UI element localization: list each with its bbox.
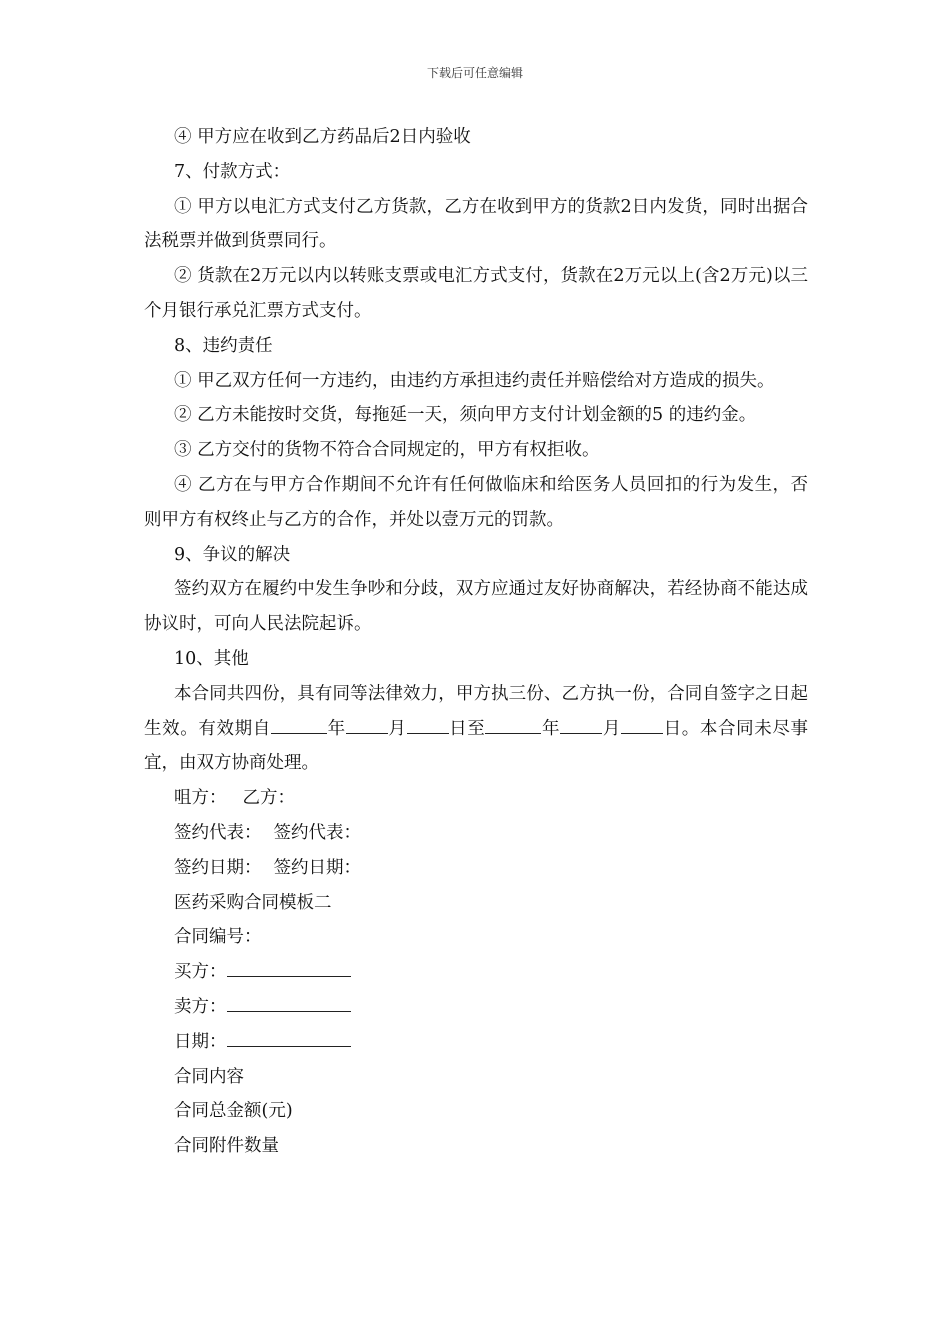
- contract-total-label: 合同总金额(元): [174, 1101, 293, 1122]
- seller-line: [144, 990, 808, 1025]
- signature-parties: [144, 781, 808, 816]
- contract-number-label: 合同编号：: [174, 927, 262, 948]
- other-clause-text: 本合同共四份，具有同等法律效力，甲方执三份、乙方执一份，合同自签字之日起生效。有效期自: [144, 683, 808, 739]
- date-label: 日期：: [174, 1031, 227, 1052]
- buyer-label: 买方：: [174, 962, 227, 983]
- clause-acceptance: ④ 甲方应在收到乙方药品后2日内验收: [174, 127, 471, 147]
- section-breach-heading: 8、违约责任: [174, 335, 273, 356]
- label-day-start: 日至: [448, 718, 486, 739]
- label-day-end: 日。本合同未尽事宜，由双方协商处理。: [144, 718, 809, 774]
- other-clause: [144, 677, 808, 781]
- payment-clause-1: ① 甲方以电汇方式支付乙方货款，乙方在收到甲方的货款2日内发货，同时出据合法税票并做到货票同行。: [144, 196, 808, 252]
- section-dispute-heading: 9、争议的解决: [174, 544, 291, 565]
- label-month-end: 月: [602, 718, 621, 739]
- date-line: [144, 1025, 808, 1060]
- seller-blank: [227, 993, 351, 1012]
- payment-clause-2: ② 货款在2万元以内以转账支票或电汇方式支付，货款在2万元以上(含2万元)以三个月银行承兑汇票方式支付。: [144, 266, 808, 321]
- blank-year-end: [485, 715, 541, 734]
- blank-month-start: [346, 715, 388, 734]
- rep-a-label: 签约代表：: [174, 822, 262, 843]
- dispute-clause: 签约双方在履约中发生争吵和分歧，双方应通过友好协商解决，若经协商不能达成协议时，可向人民法院起诉。: [144, 579, 808, 635]
- breach-clause-3: ③ 乙方交付的货物不符合合同规定的，甲方有权拒收。: [174, 440, 600, 461]
- signature-representatives: [144, 816, 808, 851]
- label-year-end: 年: [541, 718, 561, 739]
- label-month-start: 月: [387, 718, 407, 739]
- breach-clause-2: ② 乙方未能按时交货，每拖延一天，须向甲方支付计划金额的5 的违约金。: [174, 405, 757, 426]
- breach-clause-4: ④ 乙方在与甲方合作期间不允许有任何做临床和给医务人员回扣的行为发生，否则甲方有权终止与乙方的合作，并处以壹万元的罚款。: [144, 474, 808, 530]
- breach-clause-1: ① 甲乙双方任何一方违约，由违约方承担违约责任并赔偿给对方造成的损失。: [174, 370, 775, 391]
- attachments-count-label: 合同附件数量: [174, 1136, 279, 1157]
- signature-dates: [144, 851, 808, 886]
- section-other-heading: 10、其他: [174, 648, 249, 669]
- blank-month-end: [560, 715, 602, 734]
- label-year-start: 年: [326, 718, 346, 739]
- header-note: 下载后可任意编辑: [426, 66, 523, 80]
- date-b-label: 签约日期：: [273, 857, 361, 878]
- buyer-line: [144, 955, 808, 990]
- blank-day-start: [407, 715, 449, 734]
- section-payment-heading: 7、付款方式：: [174, 161, 291, 182]
- document-body: [144, 120, 808, 1164]
- date-a-label: 签约日期：: [174, 857, 262, 878]
- blank-year-start: [271, 715, 327, 734]
- blank-day-end: [621, 715, 663, 734]
- party-a-label: 咀方：: [174, 788, 227, 809]
- seller-label: 卖方：: [174, 996, 227, 1017]
- rep-b-label: 签约代表：: [273, 822, 361, 843]
- buyer-blank: [227, 959, 351, 978]
- template2-title: 医药采购合同模板二: [174, 892, 332, 913]
- contract-content-label: 合同内容: [174, 1066, 244, 1087]
- date-blank: [227, 1028, 351, 1047]
- party-b-label: 乙方：: [242, 788, 295, 809]
